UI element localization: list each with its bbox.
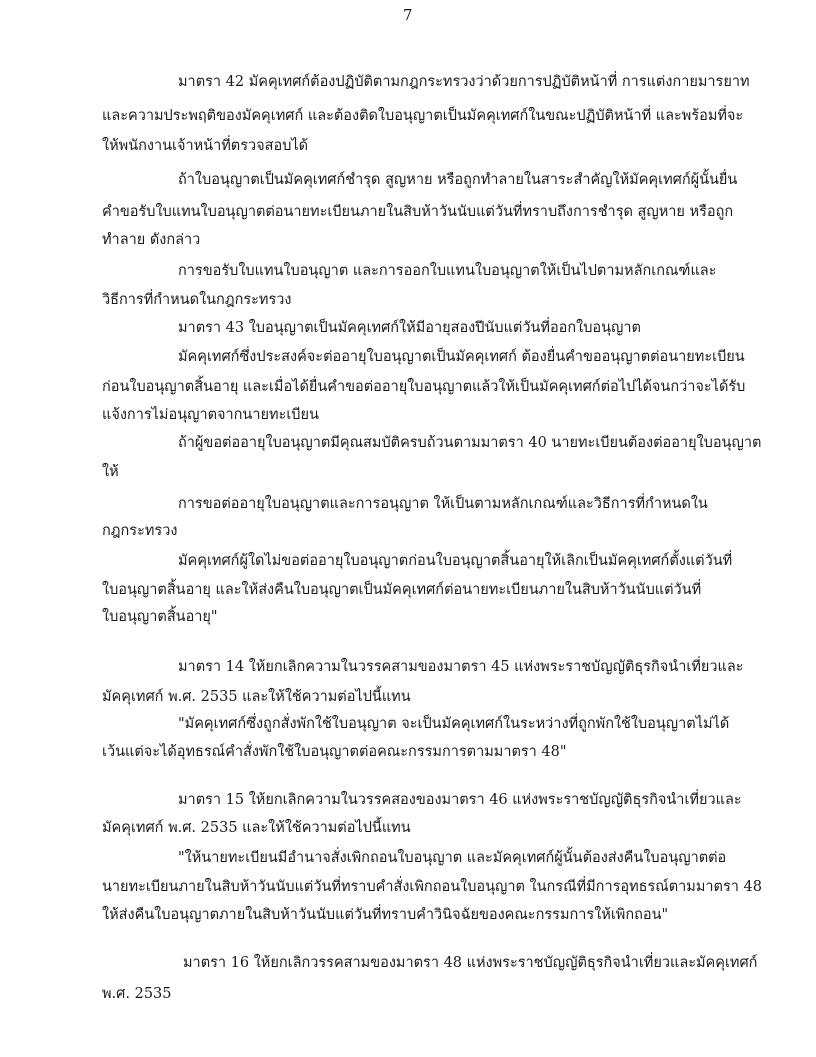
text-line: การขอต่ออายุใบอนุญาตและการอนุญาต ให้เป็นตามหลักเกณฑ์และวิธีการที่กำหนดใน [178,496,708,512]
text-line: มาตรา 15 ให้ยกเลิกความในวรรคสองของมาตรา 46 แห่งพระราชบัญญัติธุรกิจนำเที่ยวและ [178,792,742,808]
text-line: "ให้นายทะเบียนมีอำนาจสั่งเพิกถอนใบอนุญาต และมัคคุเทศก์ผู้นั้นต้องส่งคืนใบอนุญาตต่อ [178,850,727,866]
text-line: ทำลาย ดังกล่าว [102,232,201,248]
text-line: คำขอรับใบแทนใบอนุญาตต่อนายทะเบียนภายในสิบห้าวันนับแต่วันที่ทราบถึงการชำรุด สูญหาย หรือถูก [102,204,734,220]
text-line: ให้ [102,464,119,480]
text-line: มัคคุเทศก์ พ.ศ. 2535 และให้ใช้ความต่อไปนี้แทน [102,689,411,705]
text-line: และความประพฤติของมัคคุเทศก์ และต้องติดใบอนุญาตเป็นมัคคุเทศก์ในขณะปฏิบัติหน้าที่ และพร้อมที่จะ [102,108,744,124]
text-line: มัคคุเทศก์ซึ่งประสงค์จะต่ออายุใบอนุญาตเป็นมัคคุเทศก์ ต้องยื่นคำขออนุญาตต่อนายทะเบียน [178,349,745,365]
text-line: แจ้งการไม่อนุญาตจากนายทะเบียน [102,407,319,423]
text-line: วิธีการที่กำหนดในกฎกระทรวง [102,292,292,308]
text-line: เว้นแต่จะได้อุทธรณ์คำสั่งพักใช้ใบอนุญาตต่อคณะกรรมการตามมาตรา 48" [102,744,567,760]
text-line: "มัคคุเทศก์ซึ่งถูกสั่งพักใช้ใบอนุญาต จะเป็นมัคคุเทศก์ในระหว่างที่ถูกพักใช้ใบอนุญาตไม่ได้ [178,716,730,732]
text-line: ใบอนุญาตสิ้นอายุ" [102,609,218,625]
text-line: มัคคุเทศก์ผู้ใดไม่ขอต่ออายุใบอนุญาตก่อนใบอนุญาตสิ้นอายุให้เลิกเป็นมัคคุเทศก์ตั้งแต่วันที่ [178,553,733,569]
page-number: 7 [403,6,413,24]
text-line: ให้ส่งคืนใบอนุญาตภายในสิบห้าวันนับแต่วันที่ทราบคำวินิจฉัยของคณะกรรมการให้เพิกถอน" [102,907,669,923]
text-line: ให้พนักงานเจ้าหน้าที่ตรวจสอบได้ [102,138,309,154]
text-line: การขอรับใบแทนใบอนุญาต และการออกใบแทนใบอนุญาตให้เป็นไปตามหลักเกณฑ์และ [178,263,717,279]
text-line: มาตรา 43 ใบอนุญาตเป็นมัคคุเทศก์ให้มีอายุสองปีนับแต่วันที่ออกใบอนุญาต [178,320,641,336]
text-line: ถ้าผู้ขอต่ออายุใบอนุญาตมีคุณสมบัติครบถ้วนตามมาตรา 40 นายทะเบียนต้องต่ออายุใบอนุญาต [178,435,762,451]
text-line: มัคคุเทศก์ พ.ศ. 2535 และให้ใช้ความต่อไปนี้แทน [102,820,411,836]
text-line: ถ้าใบอนุญาตเป็นมัคคุเทศก์ชำรุด สูญหาย หรือถูกทำลายในสาระสำคัญให้มัคคุเทศก์ผู้นั้นยื่น [178,172,738,188]
text-line: ใบอนุญาตสิ้นอายุ และให้ส่งคืนใบอนุญาตเป็นมัคคุเทศก์ต่อนายทะเบียนภายในสิบห้าวันนับแต่วันที่ [102,582,702,598]
text-line: มาตรา 14 ให้ยกเลิกความในวรรคสามของมาตรา 45 แห่งพระราชบัญญัติธุรกิจนำเที่ยวและ [178,659,744,675]
text-line: มาตรา 16 ให้ยกเลิกวรรคสามของมาตรา 48 แห่งพระราชบัญญัติธุรกิจนำเที่ยวและมัคคุเทศก์ [183,955,758,971]
text-line: มาตรา 42 มัคคุเทศก์ต้องปฏิบัติตามกฎกระทรวงว่าด้วยการปฏิบัติหน้าที่ การแต่งกายมารยาท [178,74,750,90]
text-line: ก่อนใบอนุญาตสิ้นอายุ และเมื่อได้ยื่นคำขอต่ออายุใบอนุญาตแล้วให้เป็นมัคคุเทศก์ต่อไปได้จนกว่าจะได้รับ [102,379,746,395]
text-line: กฎกระทรวง [102,523,178,539]
text-line: พ.ศ. 2535 [102,986,172,1002]
text-line: นายทะเบียนภายในสิบห้าวันนับแต่วันที่ทราบคำสั่งเพิกถอนใบอนุญาต ในกรณีที่มีการอุทธรณ์ตามมาตรา 48 [102,879,762,895]
